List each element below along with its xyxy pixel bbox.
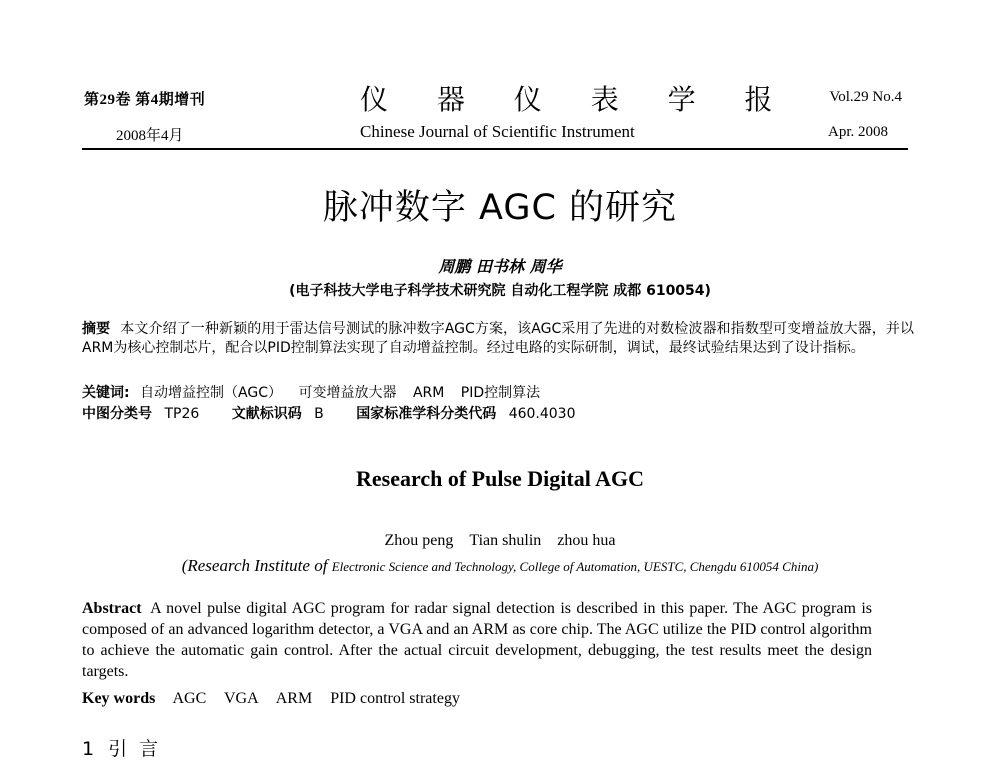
abstract-cn xyxy=(82,320,914,358)
affiliation-en xyxy=(0,556,1000,576)
author-en: Zhou peng xyxy=(384,532,454,549)
clc-label: 中图分类号 xyxy=(82,406,152,422)
clc-value: TP26 xyxy=(164,406,200,422)
affiliation-en-part1: (Research Institute xyxy=(181,556,315,575)
discipline-value: 460.4030 xyxy=(508,406,576,422)
abstract-cn-label: 摘要 xyxy=(82,321,111,337)
keywords-en xyxy=(82,690,474,708)
doc-code-label: 文献标识码 xyxy=(231,406,302,422)
classification-cn xyxy=(82,403,576,423)
keyword-en: VGA xyxy=(223,690,259,707)
author-en: Tian shulin xyxy=(469,532,542,549)
discipline-label: 国家标准学科分类代码 xyxy=(356,406,497,422)
volume-issue-en: Vol.29 No.4 xyxy=(829,89,902,105)
paper-title-en: Research of Pulse Digital AGC xyxy=(355,466,644,491)
date-en: Apr. 2008 xyxy=(828,124,888,140)
doc-code-value: B xyxy=(314,406,324,422)
abstract-en-label: Abstract xyxy=(82,600,142,617)
keywords-cn-label: 关键词: xyxy=(82,385,130,401)
affiliation-cn: (电子科技大学电子科学技术研究院 自动化工程学院 成都 610054) xyxy=(289,283,711,299)
journal-title-en: Chinese Journal of Scientific Instrument xyxy=(360,122,635,141)
keyword-cn: 自动增益控制（AGC） xyxy=(140,385,283,401)
affiliation-en-part3: Electronic Science and Technology, College of Automation, UESTC, Chengdu 610054 China) xyxy=(331,559,819,574)
abstract-en-text: A novel pulse digital AGC program for radar signal detection is described in this paper. The AGC program is composed of an advanced logarithm detector, a VGA and an ARM as core chip. The AGC utilize the PID control algorithm to achieve the automatic gain control. After the actual circuit development, debugging, the test results meet the design targets. xyxy=(82,600,872,680)
keyword-en: ARM xyxy=(275,690,313,707)
section-heading-introduction xyxy=(82,734,170,761)
abstract-cn-text: 本文介绍了一种新颖的用于雷达信号测试的脉冲数字AGC方案，该AGC采用了先进的对数检波器和指数型可变增益放大器，并以ARM为核心控制芯片，配合以PID控制算法实现了自动增益控制。经过电路的实际研制，调试，最终试验结果达到了设计指标。 xyxy=(82,321,914,356)
volume-issue-cn: 第29卷 第4期增刊 xyxy=(84,92,206,108)
header-rule xyxy=(82,148,908,150)
keyword-cn: PID控制算法 xyxy=(460,385,541,401)
keyword-cn: ARM xyxy=(412,385,445,401)
section-title: 引言 xyxy=(108,738,171,760)
keywords-cn xyxy=(82,382,552,402)
keyword-cn: 可变增益放大器 xyxy=(298,385,397,401)
keyword-en: PID control strategy xyxy=(330,690,460,707)
date-cn: 2008年4月 xyxy=(116,128,184,144)
abstract-en xyxy=(82,598,872,682)
authors-cn: 周鹏 田书林 周华 xyxy=(438,257,562,276)
journal-title-cn: 仪 器 仪 表 学 报 xyxy=(360,83,793,116)
affiliation-en-part2: of xyxy=(314,556,332,575)
section-number: 1 xyxy=(82,738,95,760)
keyword-en: AGC xyxy=(172,690,207,707)
keywords-en-label: Key words xyxy=(82,690,156,707)
paper-title-cn: 脉冲数字 AGC 的研究 xyxy=(322,188,678,228)
authors-en xyxy=(0,532,1000,550)
author-en: zhou hua xyxy=(557,532,616,549)
